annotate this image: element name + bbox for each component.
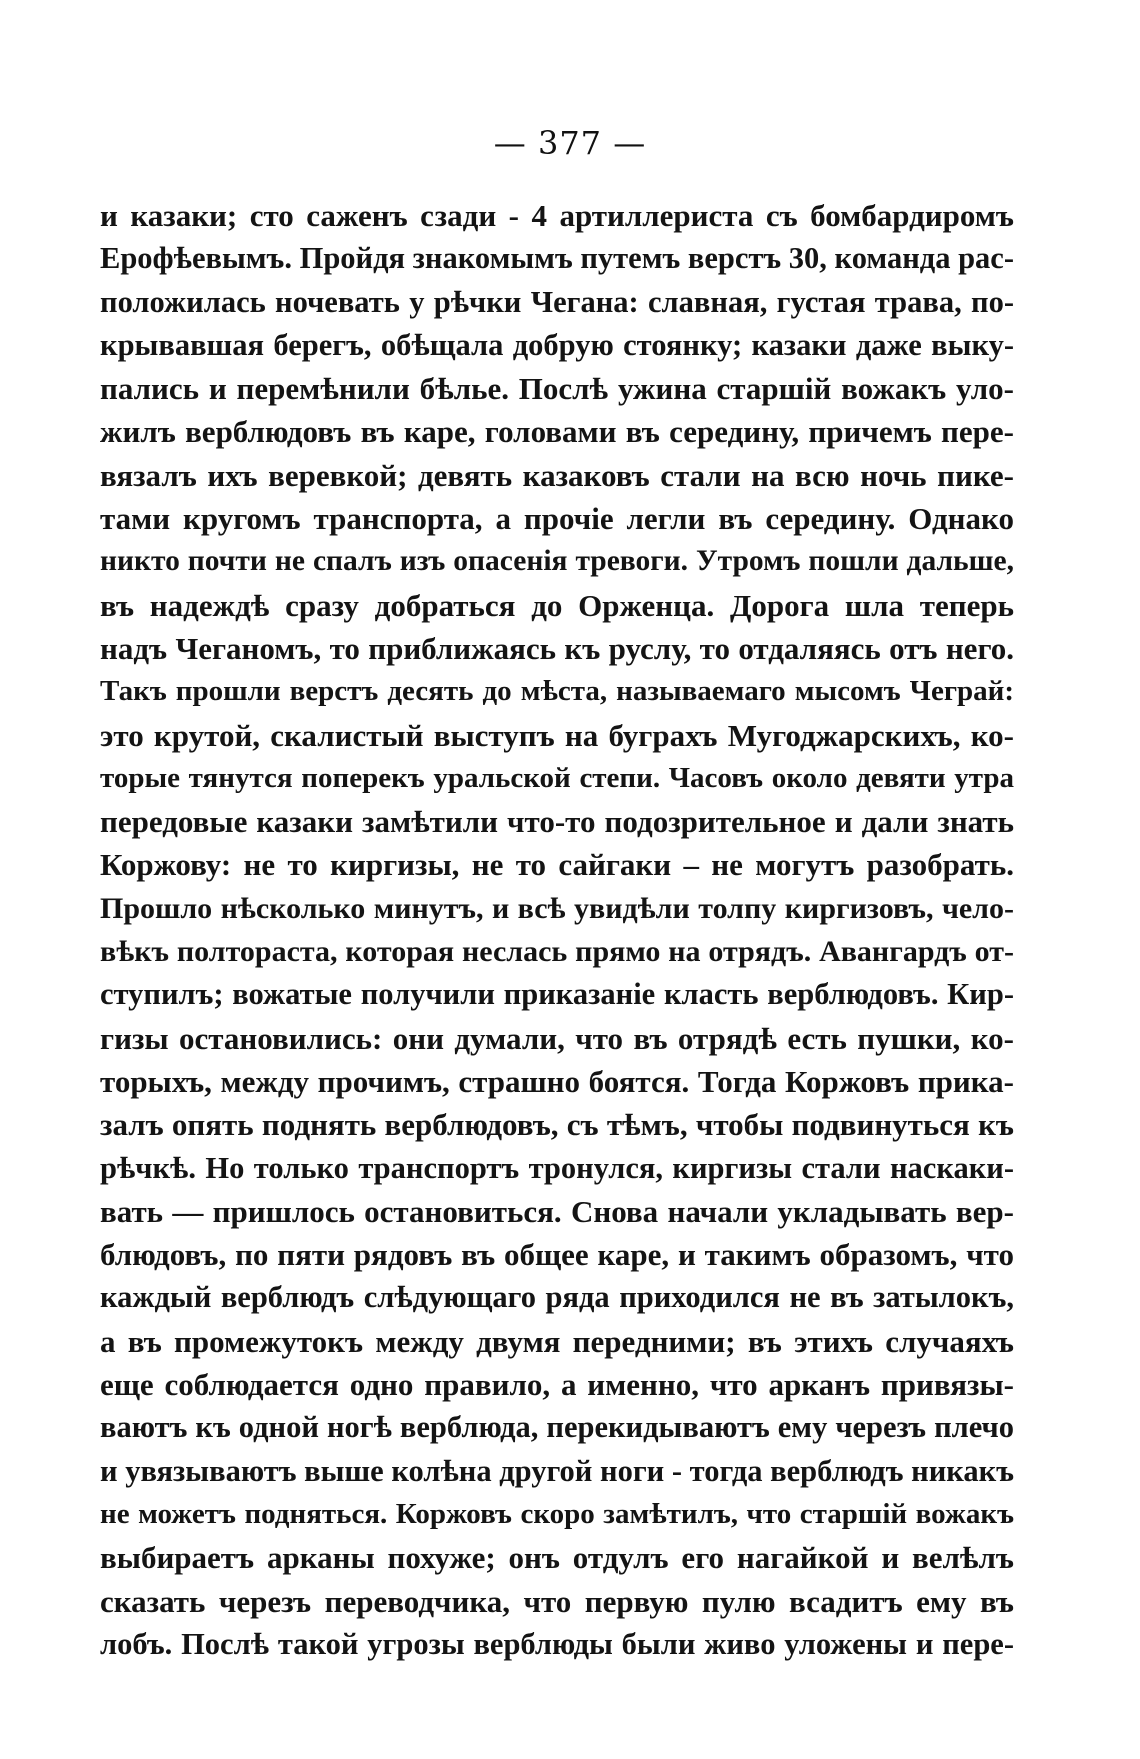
text-line: положилась ночевать у рѣчки Чегана: славная, густая трава, по- <box>100 284 1014 319</box>
text-line: надъ Чеганомъ, то приближаясь къ руслу, то отдаляясь отъ него. <box>100 630 1014 666</box>
text-line: рѣчкѣ. Но только транспортъ тронулся, киргизы стали наскаки- <box>100 1150 1014 1185</box>
text-line: а въ промежутокъ между двумя передними; въ этихъ случаяхъ <box>100 1323 1014 1359</box>
text-line: вать — пришлось остановиться. Снова начали укладывать вер- <box>100 1193 1014 1229</box>
text-line: торые тянутся поперекъ уральской степи. Часовъ около девяти утра <box>100 761 1014 794</box>
text-line: каждый верблюдъ слѣдующаго ряда приходился не въ затылокъ, <box>100 1280 1014 1315</box>
text-line: и казаки; сто саженъ сзади - 4 артиллериста съ бомбардиромъ <box>100 198 1014 233</box>
text-line: сказать черезъ переводчика, что первую пулю всадитъ ему въ <box>100 1583 1014 1619</box>
text-line: выбираетъ арканы похуже; онъ отдулъ его нагайкой и велѣлъ <box>100 1540 1014 1576</box>
text-line: крывавшая берегъ, обѣщала добрую стоянку; казаки даже выку- <box>100 327 1014 362</box>
text-line: передовые казаки замѣтили что-то подозрительное и дали знать <box>100 804 1014 840</box>
body-text <box>100 194 1014 1666</box>
text-line: Ерофѣевымъ. Пройдя знакомымъ путемъ верстъ 30, команда рас- <box>100 241 1014 276</box>
text-line: въ надеждѣ сразу добраться до Орженца. Дорога шла теперь <box>100 587 1014 623</box>
text-line: лобъ. Послѣ такой угрозы верблюды были живо уложены и пере- <box>100 1626 1014 1661</box>
text-line: еще соблюдается одно правило, а именно, что арканъ привязы- <box>100 1367 1014 1403</box>
text-line: и увязываютъ выше колѣна другой ноги - тогда верблюдъ никакъ <box>100 1453 1014 1488</box>
text-line: не можетъ подняться. Коржовъ скоро замѣтилъ, что старшiй вожакъ <box>100 1497 1014 1530</box>
text-line: никто почти не спалъ изъ опасенiя тревоги. Утромъ пошли дальше, <box>100 545 1014 578</box>
page-number: — 377 — <box>493 124 647 162</box>
text-line: блюдовъ, по пяти рядовъ въ общее каре, и такимъ образомъ, что <box>100 1237 1014 1273</box>
text-line: Такъ прошли верстъ десять до мѣста, называемаго мысомъ Чеграй: <box>100 675 1014 708</box>
text-line: гизы остановились: они думали, что въ отрядѣ есть пушки, ко- <box>100 1020 1014 1056</box>
text-line: Прошло нѣсколько минутъ, и всѣ увидѣли толпу киргизовъ, чело- <box>100 891 1014 925</box>
text-line: вѣкъ полтораста, которая неслась прямо на отрядъ. Авангардъ от- <box>100 935 1014 969</box>
text-line: это крутой, скалистый выступъ на буграхъ Мугоджарскихъ, ко- <box>100 717 1014 753</box>
text-line: ступилъ; вожатые получили приказанiе класть верблюдовъ. Кир- <box>100 977 1014 1012</box>
text-line: ваютъ къ одной ногѣ верблюда, перекидываютъ ему черезъ плечо <box>100 1410 1014 1445</box>
text-line: жилъ верблюдовъ въ каре, головами въ середину, причемъ пере- <box>100 414 1014 450</box>
text-line: пались и перемѣнили бѣлье. Послѣ ужина старшiй вожакъ уло- <box>100 371 1014 407</box>
text-line: торыхъ, между прочимъ, страшно боятся. Тогда Коржовъ прика- <box>100 1063 1014 1099</box>
text-line: залъ опять поднять верблюдовъ, съ тѣмъ, чтобы подвинуться къ <box>100 1107 1014 1143</box>
text-line: тами кругомъ транспорта, а прочiе легли въ середину. Однако <box>100 501 1014 537</box>
text-line: Коржову: не то киргизы, не то сайгаки – не могутъ разобрать. <box>100 847 1014 883</box>
text-line: вязалъ ихъ веревкой; девять казаковъ стали на всю ночь пике- <box>100 457 1014 493</box>
